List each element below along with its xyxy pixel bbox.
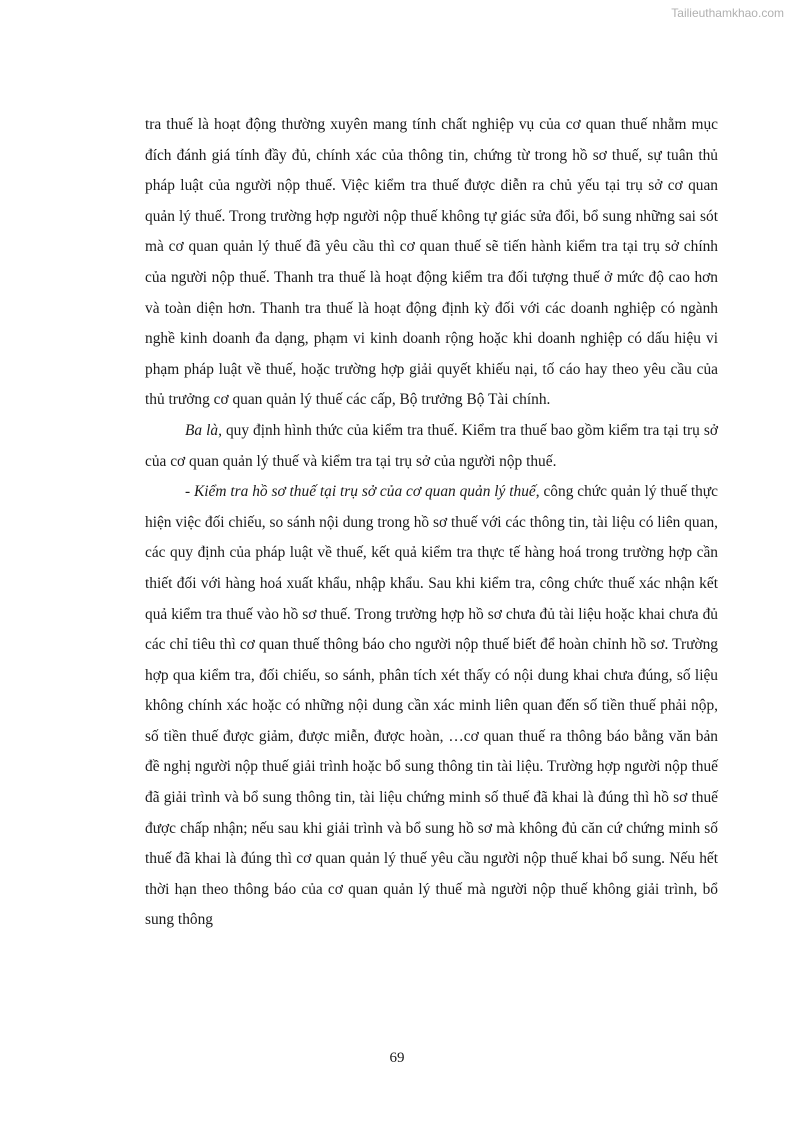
page-number: 69 xyxy=(389,1050,405,1066)
paragraph-2-text: quy định hình thức của kiểm tra thuế. Kiểm tra thuế bao gồm kiểm tra tại trụ sở của cơ quan quản lý thuế và kiểm tra tại trụ sở của người nộp thuế. xyxy=(145,421,718,470)
document-body xyxy=(145,110,718,936)
paragraph-1: tra thuế là hoạt động thường xuyên mang tính chất nghiệp vụ của cơ quan thuế nhằm mục đích đánh giá tính đầy đủ, chính xác của thông tin, chứng từ trong hồ sơ thuế, sự tuân thủ pháp luật của người nộp thuế. Việc kiểm tra thuế được diễn ra chủ yếu tại trụ sở cơ quan quản lý thuế. Trong trường hợp người nộp thuế không tự giác sửa đổi, bổ sung những sai sót mà cơ quan quản lý thuế đã yêu cầu thì cơ quan thuế sẽ tiến hành kiểm tra tại trụ sở chính của người nộp thuế. Thanh tra thuế là hoạt động kiểm tra đối tượng thuế ở mức độ cao hơn và toàn diện hơn. Thanh tra thuế là hoạt động định kỳ đối với các doanh nghiệp có ngành nghề kinh doanh đa dạng, phạm vi kinh doanh rộng hoặc khi doanh nghiệp có dấu hiệu vi phạm pháp luật về thuế, hoặc trường hợp giải quyết khiếu nại, tố cáo hay theo yêu cầu của thủ trưởng cơ quan quản lý thuế các cấp, Bộ trưởng Bộ Tài chính. xyxy=(145,116,718,409)
paragraph-2-lead: Ba là, xyxy=(185,421,222,439)
paragraph-3-lead: - Kiểm tra hồ sơ thuế tại trụ sở của cơ quan quản lý thuế xyxy=(185,483,536,501)
paragraph-2 xyxy=(145,416,718,477)
watermark: Tailieuthamkhao.com xyxy=(671,6,784,20)
paragraph-3 xyxy=(145,477,718,936)
paragraph-3-text: , công chức quản lý thuế thực hiện việc đối chiếu, so sánh nội dung trong hồ sơ thuế với các thông tin, tài liệu có liên quan, các quy định của pháp luật về thuế, kết quả kiểm tra thực tế hàng hoá trong trường hợp cần thiết đối với hàng hoá xuất khẩu, nhập khẩu. Sau khi kiểm tra, công chức thuế xác nhận kết quả kiểm tra thuế vào hồ sơ thuế. Trong trường hợp hồ sơ chưa đủ tài liệu hoặc khai chưa đủ các chỉ tiêu thì cơ quan thuế thông báo cho người nộp thuế biết để hoàn chỉnh hồ sơ. Trường hợp qua kiểm tra, đối chiếu, so sánh, phân tích xét thấy có nội dung khai chưa đúng, số liệu không chính xác hoặc có những nội dung cần xác minh liên quan đến số tiền thuế phải nộp, số tiền thuế được giảm, được miễn, được hoàn, …cơ quan thuế ra thông báo bằng văn bản đề nghị người nộp thuế giải trình hoặc bổ sung thông tin tài liệu. Trường hợp người nộp thuế đã giải trình và bổ sung thông tin, tài liệu chứng minh số thuế đã khai là đúng thì hồ sơ thuế được chấp nhận; nếu sau khi giải trình và bổ sung hồ sơ mà không đủ căn cứ chứng minh số thuế đã khai là đúng thì cơ quan quản lý thuế yêu cầu người nộp thuế khai bổ sung. Nếu hết thời hạn theo thông báo của cơ quan quản lý thuế mà người nộp thuế không giải trình, bổ sung thông xyxy=(145,483,718,929)
